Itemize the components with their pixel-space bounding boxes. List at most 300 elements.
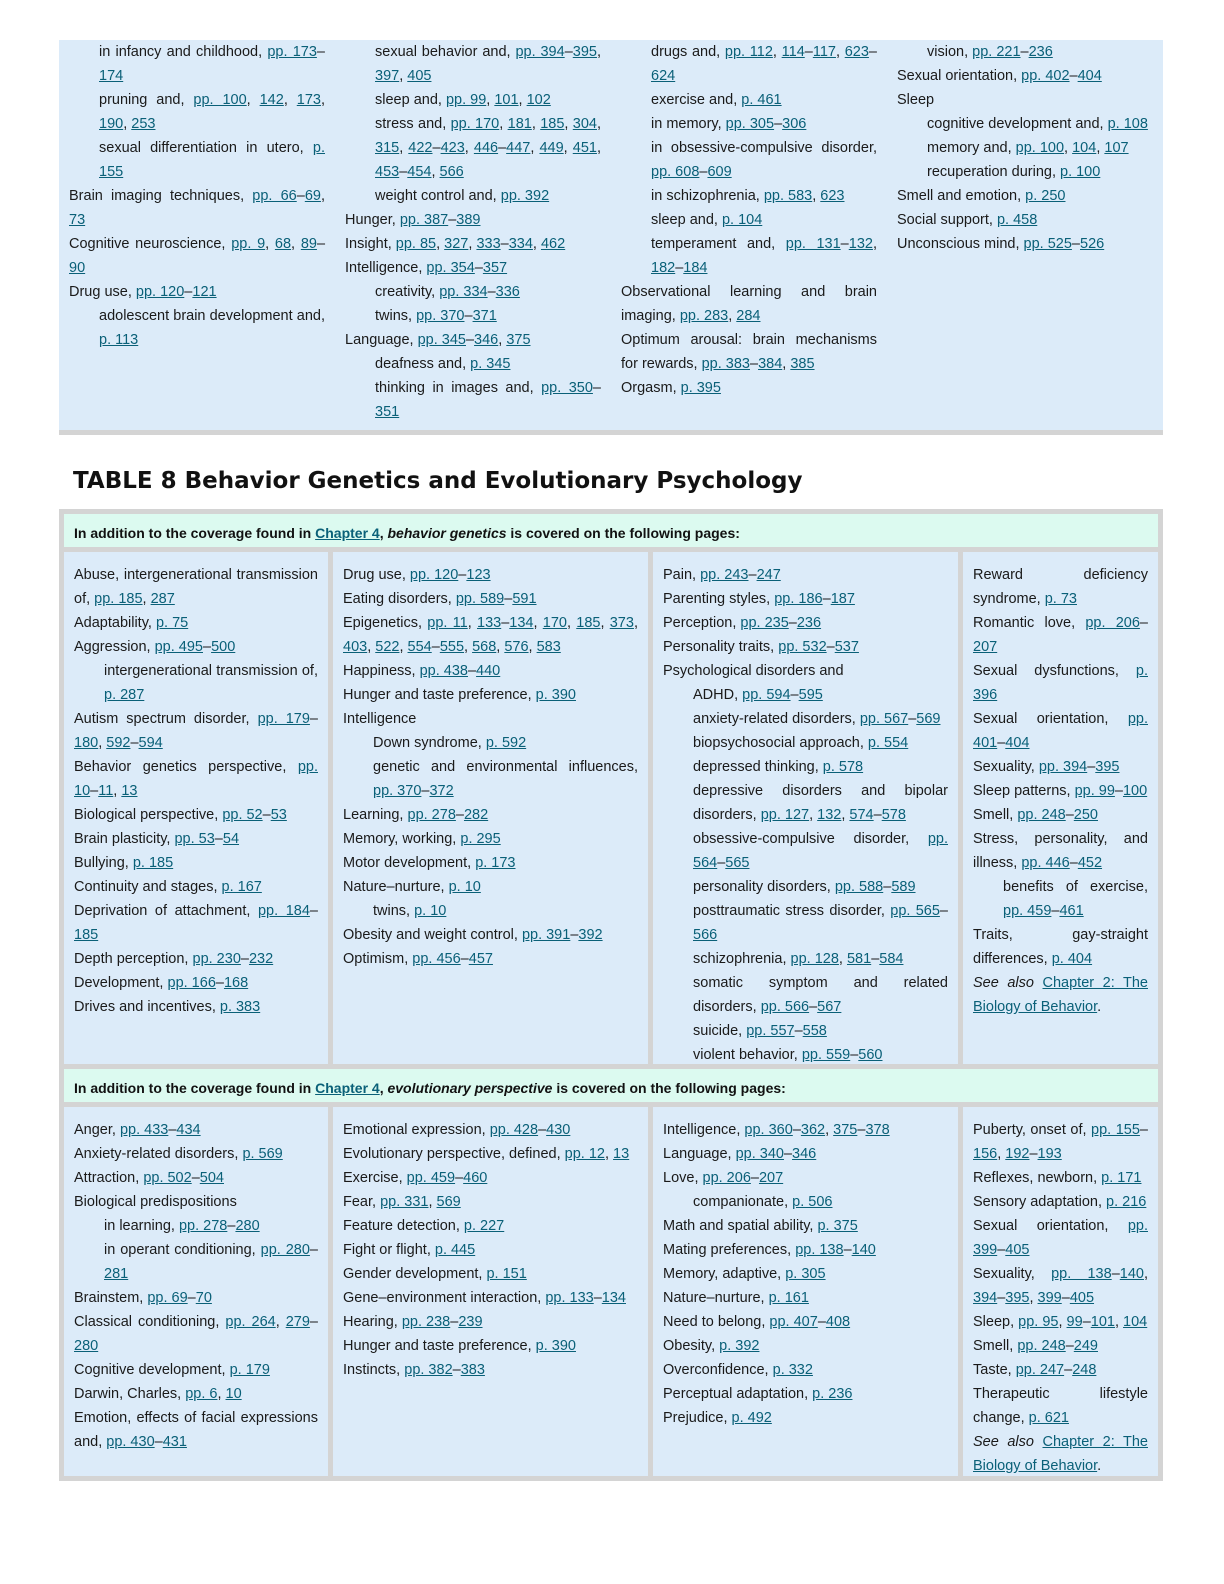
page-ref-link[interactable]: p. 390 — [535, 1338, 576, 1354]
page-ref-link[interactable]: pp. 185 — [94, 591, 143, 607]
page-ref-link[interactable]: 462 — [540, 236, 566, 252]
page-ref-link[interactable]: pp. 221 — [972, 44, 1021, 60]
page-ref-link[interactable]: p. 554 — [867, 735, 909, 751]
page-ref-link[interactable]: pp. 128 — [790, 951, 839, 967]
page-ref-link[interactable]: pp. 127 — [760, 807, 810, 823]
page-ref-link[interactable]: 282 — [463, 807, 489, 823]
page-ref-link[interactable]: 170 — [542, 615, 567, 631]
page-ref-link[interactable]: pp. 53 — [174, 831, 215, 847]
page-ref-link[interactable]: pp. 564 — [693, 831, 948, 871]
page-ref-link[interactable]: pp. 394 — [515, 44, 565, 60]
page-ref-link[interactable]: pp. 100 — [1015, 140, 1065, 156]
page-ref-link[interactable]: pp. 401 — [973, 711, 1148, 751]
page-ref-link[interactable]: 362 — [800, 1122, 826, 1138]
page-ref-link[interactable]: 395 — [1005, 1290, 1030, 1306]
page-ref-link[interactable]: p. 345 — [470, 356, 511, 372]
page-ref-link[interactable]: pp. 9 — [231, 236, 266, 252]
page-ref-link[interactable]: pp. 133 — [545, 1290, 594, 1306]
page-ref-link[interactable]: 568 — [472, 639, 497, 655]
page-ref-link[interactable]: 253 — [131, 116, 156, 132]
page-ref-link[interactable]: pp. 525 — [1023, 236, 1072, 252]
index-term: Memory, adaptive, — [663, 1266, 786, 1282]
chapter-link[interactable]: Chapter 4 — [315, 525, 380, 541]
page-ref-link[interactable]: 70 — [195, 1290, 212, 1306]
page-ref-link[interactable]: pp. 206 — [1085, 615, 1140, 631]
page-ref-link[interactable]: p. 395 — [680, 380, 721, 396]
page-ref-link[interactable]: 399 — [1037, 1290, 1062, 1306]
page-ref-link[interactable]: pp. 280 — [260, 1242, 310, 1258]
page-ref-link[interactable]: 236 — [796, 615, 822, 631]
page-ref-link[interactable]: pp. 12 — [564, 1146, 605, 1162]
page-ref-link[interactable]: p. 445 — [434, 1242, 476, 1258]
page-ref-link[interactable]: pp. 52 — [222, 807, 263, 823]
page-ref-link[interactable]: 104 — [1123, 1314, 1148, 1330]
page-ref-link[interactable]: 333 — [476, 236, 501, 252]
page-ref-link[interactable]: 373 — [609, 615, 634, 631]
page-ref-link[interactable]: p. 404 — [1051, 951, 1093, 967]
page-ref-link[interactable]: pp. 99 — [445, 92, 487, 108]
page-ref-link[interactable]: 560 — [858, 1047, 883, 1063]
page-ref-link[interactable]: 389 — [456, 212, 481, 228]
page-ref-link[interactable]: 281 — [104, 1266, 129, 1282]
page-ref-link[interactable]: 185 — [74, 927, 99, 943]
page-ref-link[interactable]: pp. 247 — [1015, 1362, 1065, 1378]
page-ref-link[interactable]: 405 — [1005, 1242, 1030, 1258]
index-entry — [343, 1286, 638, 1310]
page-ref-link[interactable]: 451 — [572, 140, 597, 156]
index-term: in infancy and childhood, — [99, 44, 268, 60]
page-ref-link[interactable]: pp. 170 — [450, 116, 500, 132]
page-ref-link[interactable]: 249 — [1073, 1338, 1098, 1354]
page-ref-link[interactable]: 168 — [223, 975, 249, 991]
page-ref-link[interactable]: pp. 566 — [760, 999, 810, 1015]
ref-separator: , — [1029, 1290, 1038, 1306]
page-ref-link[interactable]: 184 — [683, 260, 708, 276]
page-ref-link[interactable]: 315 — [375, 140, 400, 156]
page-ref-link[interactable]: 447 — [506, 140, 531, 156]
page-ref-link[interactable]: 69 — [304, 188, 321, 204]
page-ref-link[interactable]: p. 113 — [99, 332, 139, 348]
page-ref-link[interactable]: pp. 278 — [178, 1218, 228, 1234]
page-ref-link[interactable]: pp. 99 — [1074, 783, 1115, 799]
page-ref-link[interactable]: pp. 243 — [700, 567, 749, 583]
page-ref-link[interactable]: pp. 392 — [500, 188, 550, 204]
page-ref-link[interactable]: 405 — [407, 68, 432, 84]
page-ref-link[interactable]: 351 — [375, 404, 400, 420]
page-ref-link[interactable]: 591 — [512, 591, 537, 607]
page-ref-link[interactable]: 569 — [436, 1194, 461, 1210]
page-ref-link[interactable]: p. 375 — [817, 1218, 858, 1234]
page-ref-link[interactable]: 247 — [756, 567, 781, 583]
page-ref-link[interactable]: 453 — [375, 164, 400, 180]
page-ref-link[interactable]: 566 — [439, 164, 464, 180]
page-ref-link[interactable]: pp. 456 — [412, 951, 461, 967]
page-ref-link[interactable]: pp. 120 — [409, 567, 459, 583]
page-ref-link[interactable]: 452 — [1077, 855, 1103, 871]
page-ref-link[interactable]: 371 — [472, 308, 497, 324]
page-ref-link[interactable]: 554 — [407, 639, 432, 655]
page-ref-link[interactable]: 583 — [536, 639, 561, 655]
page-ref-link[interactable]: 576 — [504, 639, 529, 655]
page-ref-link[interactable]: 567 — [817, 999, 842, 1015]
page-ref-link[interactable]: pp. 69 — [147, 1290, 188, 1306]
page-ref-link[interactable]: pp. 138 — [795, 1242, 844, 1258]
page-ref-link[interactable]: 357 — [482, 260, 508, 276]
page-ref-link[interactable]: pp. 370 — [373, 783, 422, 799]
page-ref-link[interactable]: pp. 283 — [679, 308, 729, 324]
page-ref-link[interactable]: 334 — [508, 236, 533, 252]
page-ref-link[interactable]: 13 — [121, 783, 138, 799]
page-ref-link[interactable]: p. 461 — [741, 92, 782, 108]
page-ref-link[interactable]: pp. 502 — [143, 1170, 192, 1186]
page-ref-link[interactable]: 101 — [494, 92, 519, 108]
page-ref-link[interactable]: p. 383 — [219, 999, 261, 1015]
page-ref-link[interactable]: 385 — [790, 356, 815, 372]
page-ref-link[interactable]: pp. 459 — [406, 1170, 456, 1186]
page-ref-link[interactable]: p. 108 — [1107, 116, 1148, 132]
page-ref-link[interactable]: 306 — [782, 116, 807, 132]
page-ref-link[interactable]: pp. 387 — [399, 212, 449, 228]
page-ref-link[interactable]: p. 155 — [99, 140, 325, 180]
page-ref-link[interactable]: 101 — [1090, 1314, 1115, 1330]
page-ref-link[interactable]: 537 — [834, 639, 859, 655]
page-ref-link[interactable]: 284 — [736, 308, 761, 324]
page-ref-link[interactable]: pp. 350 — [541, 380, 593, 396]
page-ref-link[interactable]: 592 — [106, 735, 131, 751]
page-ref-link[interactable]: p. 167 — [221, 879, 262, 895]
page-ref-link[interactable]: 461 — [1059, 903, 1084, 919]
page-ref-link[interactable]: 430 — [546, 1122, 571, 1138]
page-ref-link[interactable]: 594 — [138, 735, 163, 751]
page-ref-link[interactable]: p. 287 — [104, 687, 145, 703]
page-ref-link[interactable]: 132 — [817, 807, 842, 823]
page-ref-link[interactable]: 287 — [150, 591, 175, 607]
page-ref-link[interactable]: p. 173 — [475, 855, 516, 871]
page-ref-link[interactable]: 372 — [429, 783, 454, 799]
page-ref-link[interactable]: p. 236 — [812, 1386, 853, 1402]
page-ref-link[interactable]: 173 — [296, 92, 321, 108]
page-ref-link[interactable]: pp. 583 — [763, 188, 813, 204]
page-ref-link[interactable]: pp. 248 — [1017, 807, 1066, 823]
page-ref-link[interactable]: 90 — [69, 260, 86, 276]
page-ref-link[interactable]: 117 — [812, 44, 836, 60]
page-ref-link[interactable]: pp. 230 — [192, 951, 241, 967]
page-ref-link[interactable]: 394 — [973, 1290, 998, 1306]
page-ref-link[interactable]: 569 — [916, 711, 941, 727]
page-ref-link[interactable]: p. 396 — [973, 663, 1148, 703]
page-ref-link[interactable]: pp. 100 — [193, 92, 247, 108]
page-ref-link[interactable]: pp. 278 — [407, 807, 456, 823]
page-ref-link[interactable]: 623 — [820, 188, 845, 204]
page-ref-link[interactable]: 327 — [444, 236, 469, 252]
page-ref-link[interactable]: 132 — [848, 236, 873, 252]
page-ref-link[interactable]: 102 — [526, 92, 551, 108]
page-ref-link[interactable]: pp. 184 — [257, 903, 310, 919]
page-ref-link[interactable]: 346 — [792, 1146, 817, 1162]
page-ref-link[interactable]: pp. 248 — [1017, 1338, 1066, 1354]
page-ref-link[interactable]: pp. 430 — [106, 1434, 155, 1450]
page-ref-link[interactable]: p. 569 — [242, 1146, 283, 1162]
page-ref-link[interactable]: pp. 360 — [744, 1122, 793, 1138]
page-ref-link[interactable]: 384 — [758, 356, 783, 372]
page-ref-link[interactable]: 121 — [192, 284, 217, 300]
page-ref-link[interactable]: Chapter 2: The Biology of Behavior — [973, 1434, 1148, 1474]
page-ref-link[interactable]: pp. 495 — [154, 639, 203, 655]
page-ref-link[interactable]: pp. 66 — [252, 188, 297, 204]
page-ref-link[interactable]: 500 — [211, 639, 236, 655]
page-ref-link[interactable]: 13 — [613, 1146, 630, 1162]
page-ref-link[interactable]: p. 392 — [719, 1338, 760, 1354]
page-ref-link[interactable]: 440 — [476, 663, 501, 679]
page-ref-link[interactable]: 405 — [1069, 1290, 1095, 1306]
page-ref-link[interactable]: pp. 382 — [404, 1362, 453, 1378]
page-ref-link[interactable]: 53 — [270, 807, 287, 823]
page-ref-link[interactable]: 142 — [259, 92, 284, 108]
page-ref-link[interactable]: 383 — [460, 1362, 485, 1378]
page-ref-link[interactable]: pp. 85 — [395, 236, 437, 252]
page-ref-link[interactable]: pp. 370 — [416, 308, 465, 324]
page-ref-link[interactable]: p. 100 — [1060, 164, 1101, 180]
page-ref-link[interactable]: 280 — [235, 1218, 260, 1234]
page-ref-link[interactable]: 89 — [300, 236, 317, 252]
page-ref-link[interactable]: pp. 459 — [1003, 903, 1052, 919]
page-ref-link[interactable]: p. 185 — [132, 855, 174, 871]
page-ref-link[interactable]: pp. 238 — [401, 1314, 451, 1330]
page-ref-link[interactable]: 574 — [849, 807, 874, 823]
page-ref-link[interactable]: pp. 402 — [1021, 68, 1070, 84]
page-ref-link[interactable]: 581 — [846, 951, 872, 967]
page-ref-link[interactable]: 375 — [833, 1122, 858, 1138]
page-ref-link[interactable]: p. 179 — [229, 1362, 270, 1378]
page-ref-link[interactable]: Chapter 2: The Biology of Behavior — [973, 975, 1148, 1015]
page-ref-link[interactable]: 449 — [539, 140, 564, 156]
page-ref-link[interactable]: 434 — [176, 1122, 201, 1138]
page-ref-link[interactable]: 232 — [248, 951, 274, 967]
page-ref-link[interactable]: pp. 407 — [769, 1314, 818, 1330]
page-ref-link[interactable]: pp. 567 — [859, 711, 909, 727]
page-ref-link[interactable]: 623 — [844, 44, 869, 60]
page-ref-link[interactable]: pp. 446 — [1021, 855, 1070, 871]
page-ref-link[interactable]: p. 104 — [721, 212, 763, 228]
page-ref-link[interactable]: 375 — [506, 332, 531, 348]
page-ref-link[interactable]: pp. 532 — [778, 639, 827, 655]
page-ref-link[interactable]: pp. 10 — [74, 759, 318, 799]
index-term: Fear, — [343, 1194, 381, 1210]
page-ref-link[interactable]: 239 — [458, 1314, 483, 1330]
page-ref-link[interactable]: pp. 138 — [1051, 1266, 1112, 1282]
page-ref-link[interactable]: 403 — [343, 639, 368, 655]
page-ref-link[interactable]: pp. 383 — [701, 356, 750, 372]
page-ref-link[interactable]: 134 — [601, 1290, 626, 1306]
page-ref-link[interactable]: 193 — [1037, 1146, 1062, 1162]
page-ref-link[interactable]: 578 — [881, 807, 906, 823]
page-ref-link[interactable]: pp. 594 — [742, 687, 791, 703]
page-ref-link[interactable]: p. 295 — [460, 831, 501, 847]
page-ref-link[interactable]: p. 390 — [535, 687, 576, 703]
page-ref-link[interactable]: pp. 557 — [746, 1023, 795, 1039]
page-ref-link[interactable]: pp. 186 — [774, 591, 823, 607]
page-ref-link[interactable]: 104 — [1072, 140, 1097, 156]
page-ref-link[interactable]: pp. 589 — [455, 591, 505, 607]
page-ref-link[interactable]: pp. 433 — [119, 1122, 169, 1138]
page-ref-link[interactable]: 185 — [576, 615, 601, 631]
page-ref-link[interactable]: pp. 438 — [419, 663, 468, 679]
page-ref-link[interactable]: 336 — [495, 284, 520, 300]
page-ref-link[interactable]: 279 — [285, 1314, 310, 1330]
index-term — [1034, 1434, 1043, 1450]
page-ref-link[interactable]: pp. 305 — [725, 116, 775, 132]
page-ref-link[interactable]: 236 — [1028, 44, 1053, 60]
chapter-link[interactable]: Chapter 4 — [315, 1080, 380, 1096]
page-ref-link[interactable]: pp. 264 — [225, 1314, 276, 1330]
page-ref-link[interactable]: pp. 340 — [735, 1146, 784, 1162]
page-ref-link[interactable]: p. 250 — [1025, 188, 1066, 204]
page-ref-link[interactable]: p. 458 — [996, 212, 1038, 228]
page-ref-link[interactable]: 156 — [973, 1146, 998, 1162]
page-ref-link[interactable]: 609 — [707, 164, 732, 180]
page-ref-link[interactable]: 187 — [830, 591, 855, 607]
page-ref-link[interactable]: pp. 565 — [890, 903, 940, 919]
page-ref-link[interactable]: 595 — [798, 687, 823, 703]
page-ref-link[interactable]: 192 — [1005, 1146, 1030, 1162]
page-ref-link[interactable]: 180 — [74, 735, 99, 751]
page-ref-link[interactable]: 100 — [1122, 783, 1148, 799]
page-ref-link[interactable]: 190 — [99, 116, 124, 132]
page-ref-link[interactable]: pp. 173 — [267, 44, 317, 60]
page-ref-link[interactable]: p. 592 — [485, 735, 527, 751]
page-ref-link[interactable]: 395 — [1095, 759, 1120, 775]
page-ref-link[interactable]: 526 — [1080, 236, 1105, 252]
page-ref-link[interactable]: 423 — [440, 140, 465, 156]
page-ref-link[interactable]: pp. 166 — [167, 975, 216, 991]
page-ref-link[interactable]: p. 227 — [463, 1218, 505, 1234]
page-ref-link[interactable]: 584 — [879, 951, 904, 967]
page-ref-link[interactable]: pp. 120 — [135, 284, 185, 300]
page-ref-link[interactable]: pp. 131 — [785, 236, 841, 252]
page-ref-link[interactable]: 404 — [1077, 68, 1102, 84]
page-ref-link[interactable]: 181 — [507, 116, 532, 132]
page-ref-link[interactable]: p. 492 — [731, 1410, 772, 1426]
page-ref-link[interactable]: pp. 354 — [426, 260, 475, 276]
page-ref-link[interactable]: 140 — [851, 1242, 876, 1258]
index-subentry — [343, 899, 638, 923]
page-ref-link[interactable]: pp. 391 — [521, 927, 571, 943]
page-ref-link[interactable]: pp. 206 — [702, 1170, 751, 1186]
page-ref-link[interactable]: 457 — [468, 951, 493, 967]
page-ref-link[interactable]: p. 10 — [448, 879, 481, 895]
page-ref-link[interactable]: 566 — [693, 927, 718, 943]
page-ref-link[interactable]: 182 — [651, 260, 676, 276]
page-ref-link[interactable]: pp. 112 — [724, 44, 773, 60]
page-ref-link[interactable]: 504 — [199, 1170, 224, 1186]
page-ref-link[interactable]: 378 — [865, 1122, 890, 1138]
page-ref-link[interactable]: pp. 399 — [973, 1218, 1148, 1258]
page-ref-link[interactable]: p. 171 — [1101, 1170, 1142, 1186]
page-ref-link[interactable]: 565 — [725, 855, 750, 871]
page-ref-link[interactable]: 404 — [1005, 735, 1030, 751]
page-ref-link[interactable]: pp. 6 — [185, 1386, 218, 1402]
page-ref-link[interactable]: 555 — [439, 639, 465, 655]
page-ref-link[interactable]: p. 151 — [486, 1266, 527, 1282]
page-ref-link[interactable]: 207 — [758, 1170, 784, 1186]
index-term: in learning, — [104, 1218, 179, 1234]
page-ref-link[interactable]: 422 — [408, 140, 433, 156]
page-ref-link[interactable]: 207 — [973, 639, 998, 655]
page-ref-link[interactable]: 114 — [781, 44, 805, 60]
page-ref-link[interactable]: 250 — [1073, 807, 1098, 823]
page-ref-link[interactable]: 68 — [274, 236, 292, 252]
page-ref-link[interactable]: 460 — [463, 1170, 488, 1186]
page-ref-link[interactable]: p. 506 — [792, 1194, 833, 1210]
page-ref-link[interactable]: 73 — [69, 212, 86, 228]
page-ref-link[interactable]: p. 578 — [822, 759, 864, 775]
page-ref-link[interactable]: p. 161 — [768, 1290, 809, 1306]
page-ref-link[interactable]: pp. 235 — [740, 615, 789, 631]
page-ref-link[interactable]: p. 332 — [772, 1362, 813, 1378]
page-ref-link[interactable]: pp. 559 — [801, 1047, 851, 1063]
page-ref-link[interactable]: pp. 394 — [1038, 759, 1088, 775]
page-ref-link[interactable]: 624 — [651, 68, 676, 84]
index-entry — [973, 611, 1148, 659]
page-ref-link[interactable]: 558 — [802, 1023, 827, 1039]
page-ref-link[interactable]: pp. 334 — [439, 284, 488, 300]
page-ref-link[interactable]: 54 — [222, 831, 240, 847]
page-ref-link[interactable]: 107 — [1104, 140, 1129, 156]
page-ref-link[interactable]: 522 — [375, 639, 400, 655]
page-ref-link[interactable]: 431 — [162, 1434, 187, 1450]
page-ref-link[interactable]: 397 — [375, 68, 400, 84]
index-term: Sexual orientation, — [973, 711, 1128, 727]
page-ref-link[interactable]: 346 — [474, 332, 499, 348]
page-ref-link[interactable]: 140 — [1119, 1266, 1144, 1282]
page-ref-link[interactable]: 395 — [572, 44, 597, 60]
ref-separator: – — [1071, 236, 1080, 252]
page-ref-link[interactable]: 392 — [578, 927, 603, 943]
page-ref-link[interactable]: pp. 588 — [834, 879, 884, 895]
page-ref-link[interactable]: pp. 345 — [417, 332, 466, 348]
page-ref-link[interactable]: 11 — [98, 783, 114, 799]
page-ref-link[interactable]: pp. 95 — [1018, 1314, 1059, 1330]
page-ref-link[interactable]: pp. 11 — [427, 615, 468, 631]
page-ref-link[interactable]: p. 216 — [1106, 1194, 1147, 1210]
page-ref-link[interactable]: 10 — [225, 1386, 242, 1402]
page-ref-link[interactable]: pp. 428 — [489, 1122, 539, 1138]
page-ref-link[interactable]: 446 — [473, 140, 499, 156]
page-ref-link[interactable]: pp. 608 — [651, 164, 700, 180]
page-ref-link[interactable]: 248 — [1072, 1362, 1097, 1378]
page-ref-link[interactable]: pp. 179 — [257, 711, 310, 727]
page-ref-link[interactable]: 589 — [891, 879, 916, 895]
page-ref-link[interactable]: p. 621 — [1028, 1410, 1069, 1426]
page-ref-link[interactable]: pp. 331 — [380, 1194, 429, 1210]
page-ref-link[interactable]: p. 75 — [155, 615, 189, 631]
page-ref-link[interactable]: 174 — [99, 68, 124, 84]
page-ref-link[interactable]: 408 — [825, 1314, 851, 1330]
page-ref-link[interactable]: p. 73 — [1044, 591, 1077, 607]
page-ref-link[interactable]: 280 — [74, 1338, 99, 1354]
page-ref-link[interactable]: 133 — [477, 615, 502, 631]
page-ref-link[interactable]: 185 — [540, 116, 565, 132]
page-ref-link[interactable]: 454 — [407, 164, 432, 180]
page-ref-link[interactable]: 134 — [509, 615, 534, 631]
page-ref-link[interactable]: pp. 155 — [1091, 1122, 1140, 1138]
page-ref-link[interactable]: p. 10 — [414, 903, 447, 919]
index-term: Intelligence — [343, 711, 417, 727]
page-ref-link[interactable]: p. 305 — [785, 1266, 826, 1282]
page-ref-link[interactable]: 99 — [1066, 1314, 1083, 1330]
page-ref-link[interactable]: 123 — [466, 567, 491, 583]
page-ref-link[interactable]: 304 — [572, 116, 597, 132]
